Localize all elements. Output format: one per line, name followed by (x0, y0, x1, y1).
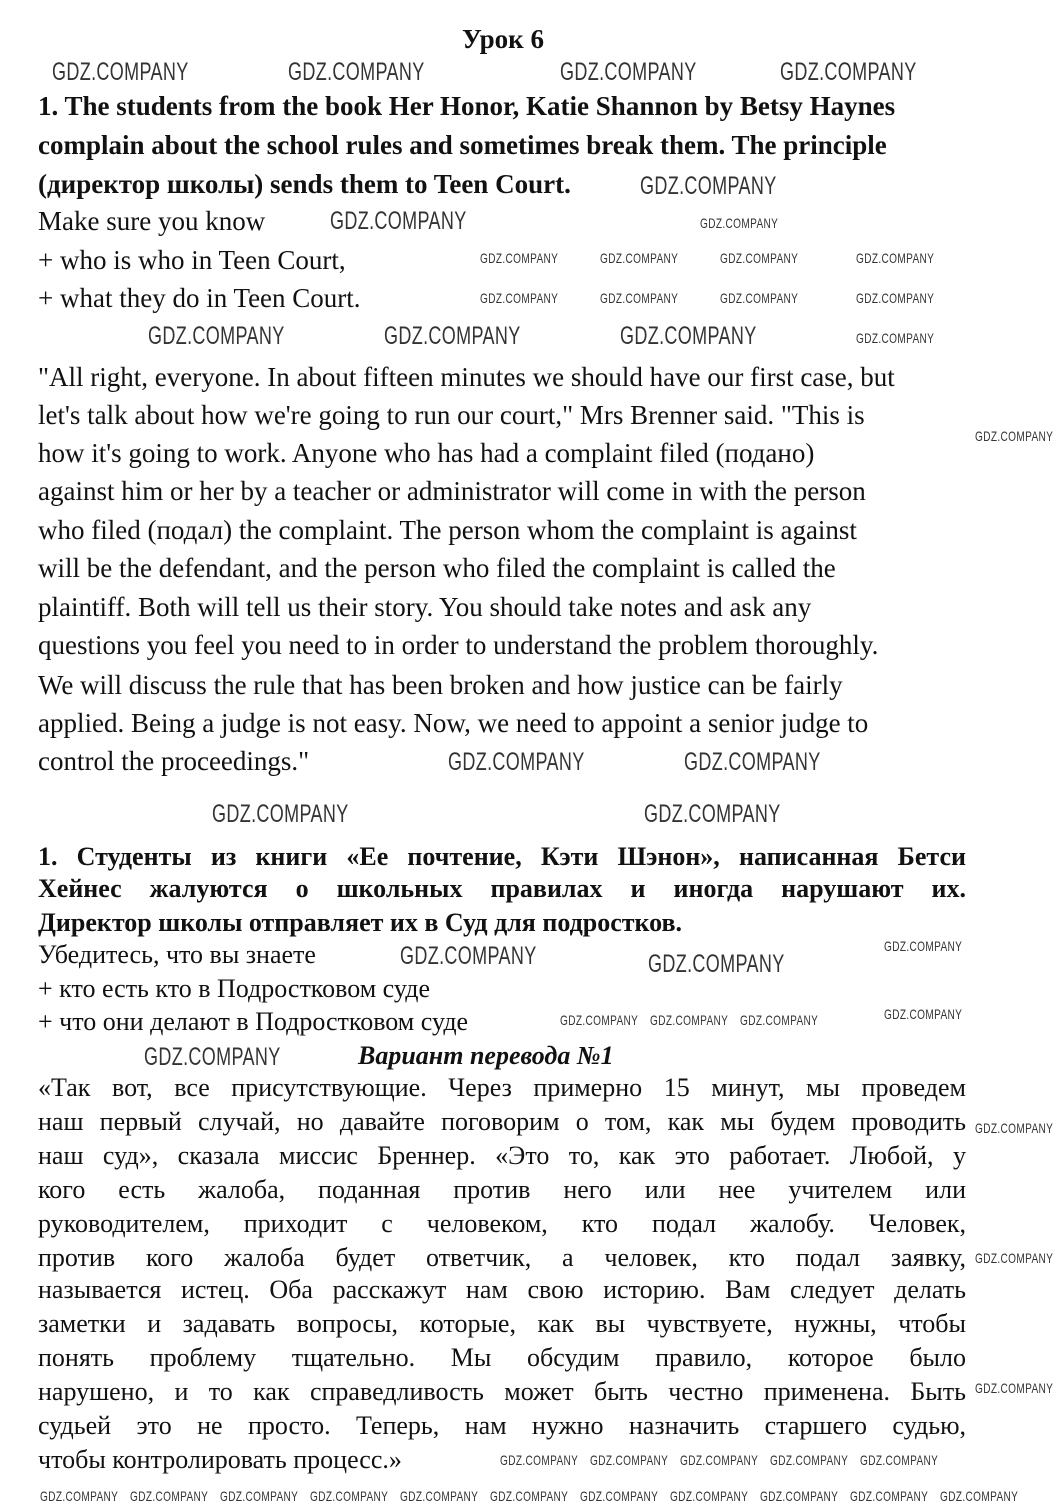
watermark: GDZ.COMPANY (400, 1488, 479, 1504)
watermark: GDZ.COMPANY (650, 1012, 729, 1028)
watermark: GDZ.COMPANY (884, 938, 963, 954)
watermark: GDZ.COMPANY (670, 1488, 749, 1504)
translation-title: Вариант перевода №1 (358, 1041, 614, 1070)
watermark: GDZ.COMPANY (700, 215, 779, 231)
watermark: GDZ.COMPANY (780, 58, 917, 86)
watermark: GDZ.COMPANY (590, 1452, 669, 1468)
watermark: GDZ.COMPANY (856, 290, 935, 306)
watermark: GDZ.COMPANY (740, 1012, 819, 1028)
heading-line: 1. The students from the book Her Honor, Katie Shannon by Betsy Haynes (38, 91, 896, 121)
watermark: GDZ.COMPANY (130, 1488, 209, 1504)
passage-line: наш первый случай, но давайте поговорим о том, как мы будем проводить (38, 1107, 966, 1136)
heading-line: Хейнес жалуются о школьных правилах и иногда нарушают их. (38, 874, 966, 903)
passage-line: plaintiff. Both will tell us their story. You should take notes and ask any (38, 592, 812, 622)
watermark: GDZ.COMPANY (940, 1488, 1019, 1504)
heading-line: Директор школы отправляет их в Суд для подростков. (38, 908, 683, 937)
passage-line: let's talk about how we're going to run our court," Mrs Brenner said. "This is (38, 400, 865, 430)
watermark: GDZ.COMPANY (856, 330, 935, 346)
passage-line: кого есть жалоба, поданная против него или нее учителем или (38, 1175, 966, 1204)
watermark: GDZ.COMPANY (400, 942, 537, 970)
passage-line: против кого жалоба будет ответчик, а человек, кто подал заявку, (38, 1243, 966, 1272)
watermark: GDZ.COMPANY (220, 1488, 299, 1504)
watermark: GDZ.COMPANY (148, 322, 285, 350)
watermark: GDZ.COMPANY (52, 58, 189, 86)
watermark: GDZ.COMPANY (975, 1120, 1054, 1136)
heading-line: (директор школы) sends them to Teen Court. (38, 169, 571, 199)
watermark: GDZ.COMPANY (448, 748, 585, 776)
watermark: GDZ.COMPANY (720, 250, 799, 266)
lesson-title: Урок 6 (462, 24, 544, 54)
watermark: GDZ.COMPANY (884, 1006, 963, 1022)
watermark: GDZ.COMPANY (288, 58, 425, 86)
watermark: GDZ.COMPANY (560, 1012, 639, 1028)
watermark: GDZ.COMPANY (212, 800, 349, 828)
watermark: GDZ.COMPANY (480, 250, 559, 266)
instruction-line: + what they do in Teen Court. (38, 283, 361, 313)
watermark: GDZ.COMPANY (770, 1452, 849, 1468)
watermark: GDZ.COMPANY (620, 322, 757, 350)
watermark: GDZ.COMPANY (975, 428, 1054, 444)
instruction-line: Убедитесь, что вы знаете (38, 940, 316, 969)
watermark: GDZ.COMPANY (580, 1488, 659, 1504)
passage-line: называется истец. Оба расскажут нам свою историю. Вам следует делать (38, 1275, 966, 1304)
watermark: GDZ.COMPANY (975, 1380, 1054, 1396)
watermark: GDZ.COMPANY (760, 1488, 839, 1504)
passage-line: against him or her by a teacher or administrator will come in with the person (38, 476, 866, 506)
instruction-line: + кто есть кто в Подростковом суде (38, 974, 431, 1003)
watermark: GDZ.COMPANY (720, 290, 799, 306)
watermark: GDZ.COMPANY (644, 800, 781, 828)
heading-line: 1. Студенты из книги «Ее почтение, Кэти Шэнон», написанная Бетси (38, 842, 966, 871)
passage-line: will be the defendant, and the person who filed the complaint is called the (38, 553, 836, 583)
passage-line: applied. Being a judge is not easy. Now, we need to appoint a senior judge to (38, 708, 869, 738)
passage-line: руководителем, приходит с человеком, кто подал жалобу. Человек, (38, 1209, 966, 1238)
passage-line: чтобы контролировать процесс.» (38, 1445, 402, 1474)
watermark: GDZ.COMPANY (975, 1250, 1054, 1266)
instruction-line: + что они делают в Подростковом суде (38, 1007, 469, 1036)
watermark: GDZ.COMPANY (600, 250, 679, 266)
instruction-line: + who is who in Teen Court, (38, 245, 346, 275)
watermark: GDZ.COMPANY (600, 290, 679, 306)
watermark: GDZ.COMPANY (680, 1452, 759, 1468)
watermark: GDZ.COMPANY (560, 58, 697, 86)
passage-line: questions you feel you need to in order to understand the problem thoroughly. (38, 630, 879, 660)
watermark: GDZ.COMPANY (684, 748, 821, 776)
heading-line: complain about the school rules and sometimes break them. The principle (38, 130, 887, 160)
watermark: GDZ.COMPANY (648, 950, 785, 978)
watermark: GDZ.COMPANY (490, 1488, 569, 1504)
watermark: GDZ.COMPANY (856, 250, 935, 266)
passage-line: We will discuss the rule that has been broken and how justice can be fairly (38, 670, 843, 700)
watermark: GDZ.COMPANY (480, 290, 559, 306)
watermark: GDZ.COMPANY (384, 322, 521, 350)
passage-line: «Так вот, все присутствующие. Через примерно 15 минут, мы проведем (38, 1073, 966, 1102)
passage-line: наш суд», сказала миссис Бреннер. «Это то, как это работает. Любой, у (38, 1141, 966, 1170)
watermark: GDZ.COMPANY (40, 1488, 119, 1504)
passage-line: "All right, everyone. In about fifteen minutes we should have our first case, but (38, 362, 895, 392)
watermark: GDZ.COMPANY (640, 172, 777, 200)
instruction-line: Make sure you know (38, 206, 266, 236)
passage-line: судьей это не просто. Теперь, нам нужно назначить старшего судью, (38, 1411, 966, 1440)
watermark: GDZ.COMPANY (860, 1452, 939, 1468)
passage-line: control the proceedings." (38, 746, 310, 776)
passage-line: нарушено, и то как справедливость может быть честно применена. Быть (38, 1377, 966, 1406)
passage-line: who filed (подал) the complaint. The person whom the complaint is against (38, 515, 857, 545)
watermark: GDZ.COMPANY (850, 1488, 929, 1504)
passage-line: how it's going to work. Anyone who has had a complaint filed (подано) (38, 438, 815, 468)
watermark: GDZ.COMPANY (144, 1043, 281, 1071)
watermark: GDZ.COMPANY (500, 1452, 579, 1468)
passage-line: заметки и задавать вопросы, которые, как вы чувствуете, нужны, чтобы (38, 1309, 966, 1338)
watermark: GDZ.COMPANY (310, 1488, 389, 1504)
passage-line: понять проблему тщательно. Мы обсудим правило, которое было (38, 1343, 966, 1372)
watermark: GDZ.COMPANY (330, 207, 467, 235)
